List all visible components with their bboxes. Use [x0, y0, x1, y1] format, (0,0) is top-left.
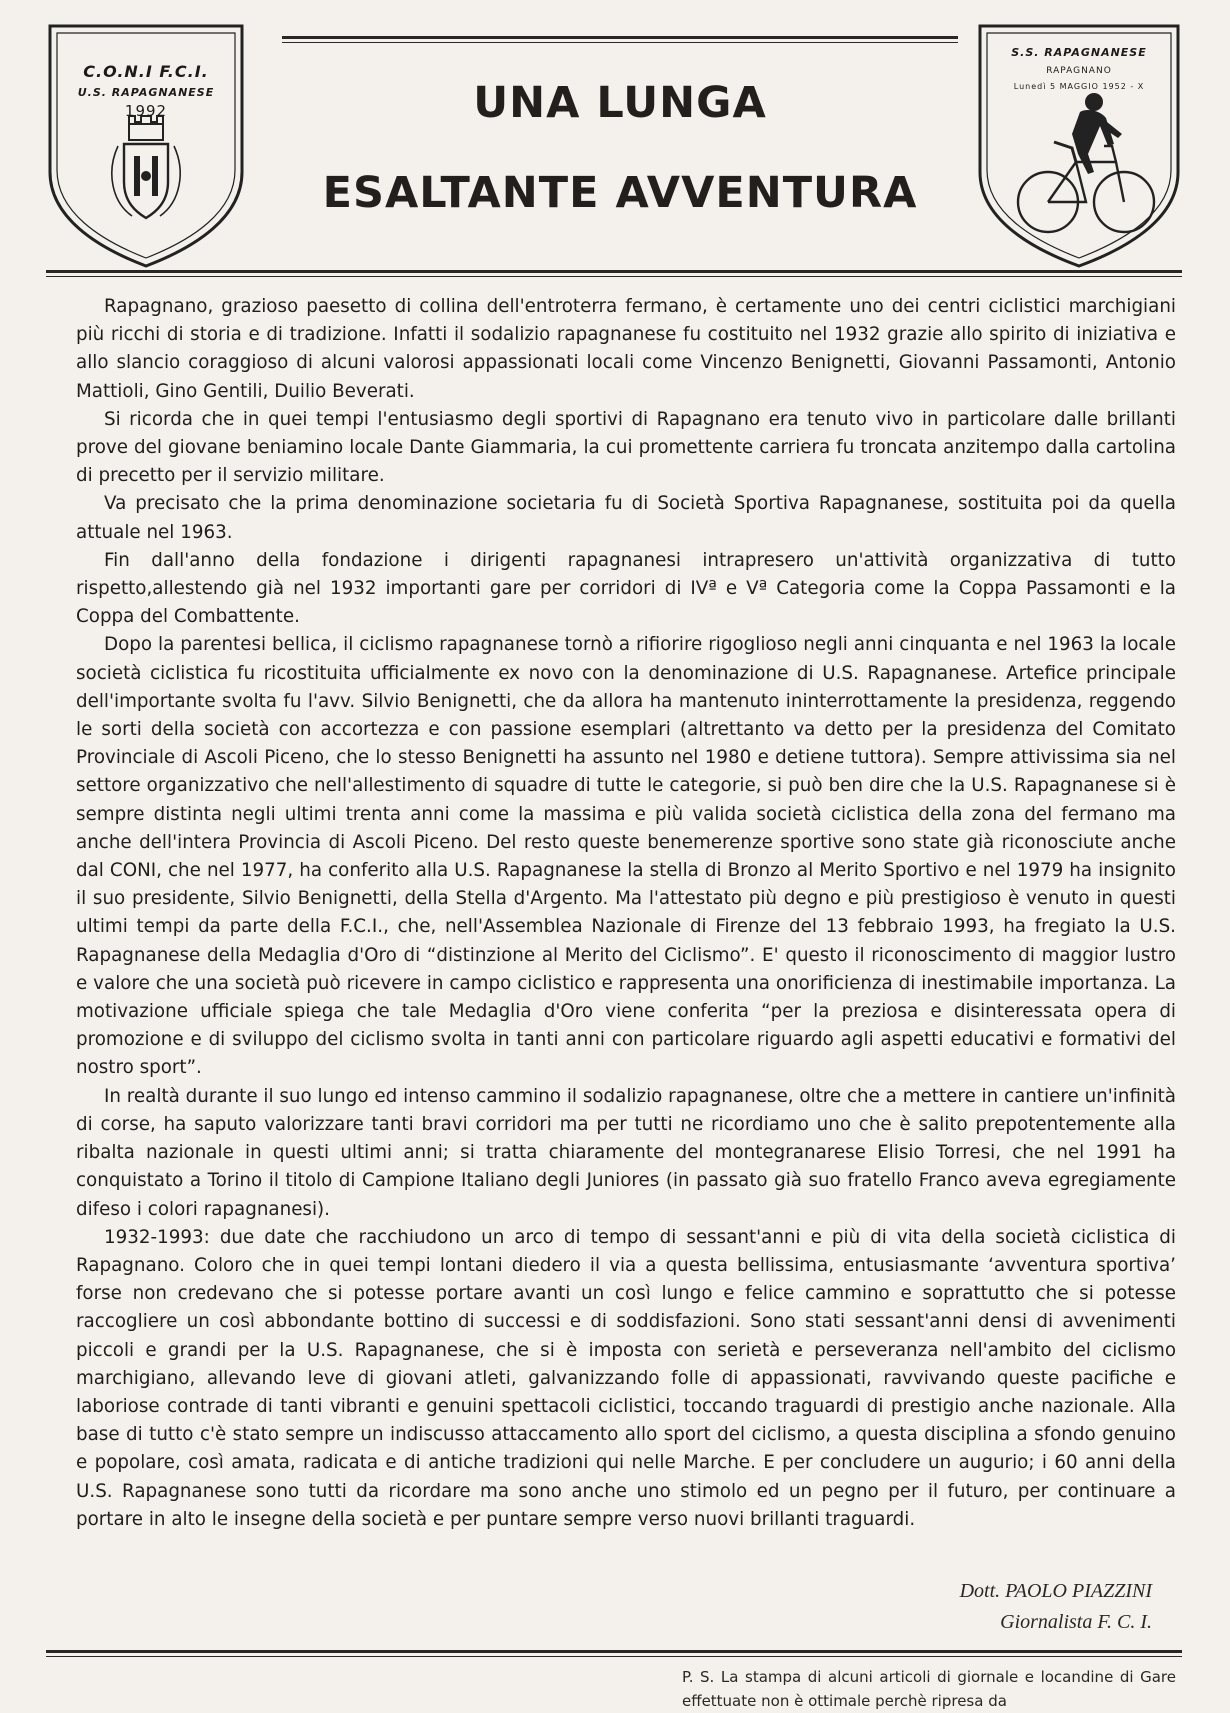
footer-rule-thin	[46, 1656, 1182, 1657]
article-body	[76, 293, 1176, 1534]
shield-outline-icon	[46, 22, 246, 270]
article-paragraph: Rapagnano, grazioso paesetto di collina dell'entroterra fermano, è certamente uno dei centri ciclistici marchigiani più ricchi di storia e di tradizione. Infatti il sodalizio rapagnanese fu costituito nel 1932 grazie allo spirito di iniziativa e allo slancio coraggioso di alcuni valorosi appassionati locali come Vincenzo Benignetti, Giovanni Passamonti, Antonio Mattioli, Gino Gentili, Duilio Beverati.	[76, 296, 1176, 402]
badge-year: 1992	[124, 102, 168, 120]
article-paragraph: In realtà durante il suo lungo ed intenso cammino il sodalizio rapagnanese, oltre che a mettere in cantiere un'infinità di corse, ha saputo valorizzare tanti bravi corridori ma per tutti ne ricordiamo uno che è salito prepotentemente alla ribalta nazionale in questi ultimi anni; si tratta chiaramente del montegranarese Elisio Torresi, che nel 1991 ha conquistato a Torino il titolo di Campione Italiano degli Juniores (in passato già suo fratello Franco aveva egregiamente difeso i colori rapagnanesi).	[76, 1085, 1176, 1220]
header-rule	[282, 36, 958, 39]
section-divider-thin	[46, 276, 1182, 277]
postscript-note: P. S. La stampa di alcuni articoli di giornale e locandine di Gare effettuate non è ottimale perchè ripresa da	[682, 1668, 1176, 1710]
article-paragraph: Fin dall'anno della fondazione i dirigenti rapagnanesi intrapresero un'attività organizzativa di tutto rispetto,allestendo già nel 1932 importanti gare per corridori di IVª e Vª Categoria come la Coppa Passamonti e la Coppa del Combattente.	[76, 549, 1176, 628]
article-paragraph: 1932-1993: due date che racchiudono un arco di tempo di sessant'anni e più di vita della società ciclistica di Rapagnano. Coloro che in quei tempi lontani diedero il via a questa bellissima, entusiasmante ‘avventura sportiva’ forse non credevano che si potesse portare avanti un così lungo e felice cammino e soprattutto che si potesse raccogliere un così abbondante bottino di successi e di soddisfazioni. Sono stati sessant'anni densi di avvenimenti piccoli e grandi per la U.S. Rapagnanese, che si è imposta con serietà e perseveranza nell'ambito del ciclismo marchigiano, allevando leve di giovani atleti, galvanizzando folle di appassionati, ravvivando queste pacifiche e laboriose contrade di tanti vibranti e genuini spettacoli ciclistici, toccando traguardi di prestigio anche nazionale. Alla base di tutto c'è stato sempre un indiscusso attaccamento allo sport del ciclismo, a questa disciplina a sfondo genuino e popolare, così amata, radicata e di antiche tradizioni qui nelle Marche. E per concludere un augurio; i 60 anni della U.S. Rapagnanese sono tutti da ricordare ma sono anche uno stimolo ed un pegno per il futuro, per continuare a portare in alto le insegne della società e per puntare sempre verso nuovi brillanti traguardi.	[76, 1226, 1176, 1530]
badge-club-name-right: S.S. RAPAGNANESE	[1011, 46, 1147, 59]
badge-date: Lunedì 5 MAGGIO 1952 - X	[1013, 82, 1145, 91]
header-rule-thin	[282, 42, 958, 43]
author-role: Giornalista F. C. I.	[1000, 1611, 1152, 1633]
author-name: Dott. PAOLO PIAZZINI	[959, 1580, 1152, 1602]
badge-title: C.O.N.I F.C.I.	[83, 62, 209, 81]
headline-line-1: UNA LUNGA	[473, 78, 767, 128]
headline-line-2: ESALTANTE AVVENTURA	[322, 168, 918, 218]
badge-club-name: U.S. RAPAGNANESE	[77, 86, 215, 99]
article-paragraph: Dopo la parentesi bellica, il ciclismo rapagnanese tornò a rifiorire rigoglioso negli anni cinquanta e nel 1963 la locale società ciclistica fu ricostituita ufficialmente ex novo con la denominazione di U.S. Rapagnanese. Artefice principale dell'importante svolta fu l'avv. Silvio Benignetti, che da allora ha mantenuto ininterrottamente la presidenza, reggendo le sorti della società con accortezza e con passione esemplari (altrettanto va detto per la presidenza del Comitato Provinciale di Ascoli Piceno, che lo stesso Benignetti ha assunto nel 1980 e detiene tuttora). Sempre attivissima sia nel settore organizzativo che nell'allestimento di squadre di tutte le categorie, si può ben dire che la U.S. Rapagnanese si è sempre distinta negli ultimi trenta anni come la massima e più valida società ciclistica della zona del fermano ma anche dell'intera Provincia di Ascoli Piceno. Del resto queste benemerenze sportive sono state già riconosciute anche dal CONI, che nel 1977, ha conferito alla U.S. Rapagnanese la stella di Bronzo al Merito Sportivo e nel 1979 ha insignito il suo presidente, Silvio Benignetti, della Stella d'Argento. Ma l'attestato più degno e più prestigioso è venuto in questi ultimi tempi da parte della F.C.I., che, nell'Assemblea Nazionale di Firenze del 13 febbraio 1993, ha fregiato la U.S. Rapagnanese della Medaglia d'Oro di “distinzione al Merito del Ciclismo”. E' questo il riconoscimento di maggior lustro e valore che una società può ricevere in campo ciclistico e rappresenta una onorificienza di inestimabile importanza. La motivazione ufficiale spiega che tale Medaglia d'Oro viene conferita “per la preziosa e disinteressata opera di promozione e di sviluppo del ciclismo svolta in tanti anni con particolare riguardo agli aspetti educativi e formativi del nostro sport”.	[76, 634, 1176, 1079]
coni-fci-badge	[46, 22, 246, 270]
section-divider	[46, 270, 1182, 273]
article-paragraph: Va precisato che la prima denominazione societaria fu di Società Sportiva Rapagnanese, sostituita poi da quella attuale nel 1963.	[76, 493, 1176, 543]
badge-town: RAPAGNANO	[1046, 66, 1112, 76]
shield-outline-icon	[976, 22, 1182, 270]
article-paragraph: Si ricorda che in quei tempi l'entusiasmo degli sportivi di Rapagnano era tenuto vivo in particolare dalle brillanti prove del giovane beniamino locale Dante Giammaria, la cui promettente carriera fu troncata anzitempo dalla cartolina di precetto per il servizio militare.	[76, 408, 1176, 487]
footer-rule	[46, 1650, 1182, 1653]
coat-of-arms-icon	[112, 116, 180, 218]
ss-rapagnanese-badge	[976, 22, 1182, 270]
